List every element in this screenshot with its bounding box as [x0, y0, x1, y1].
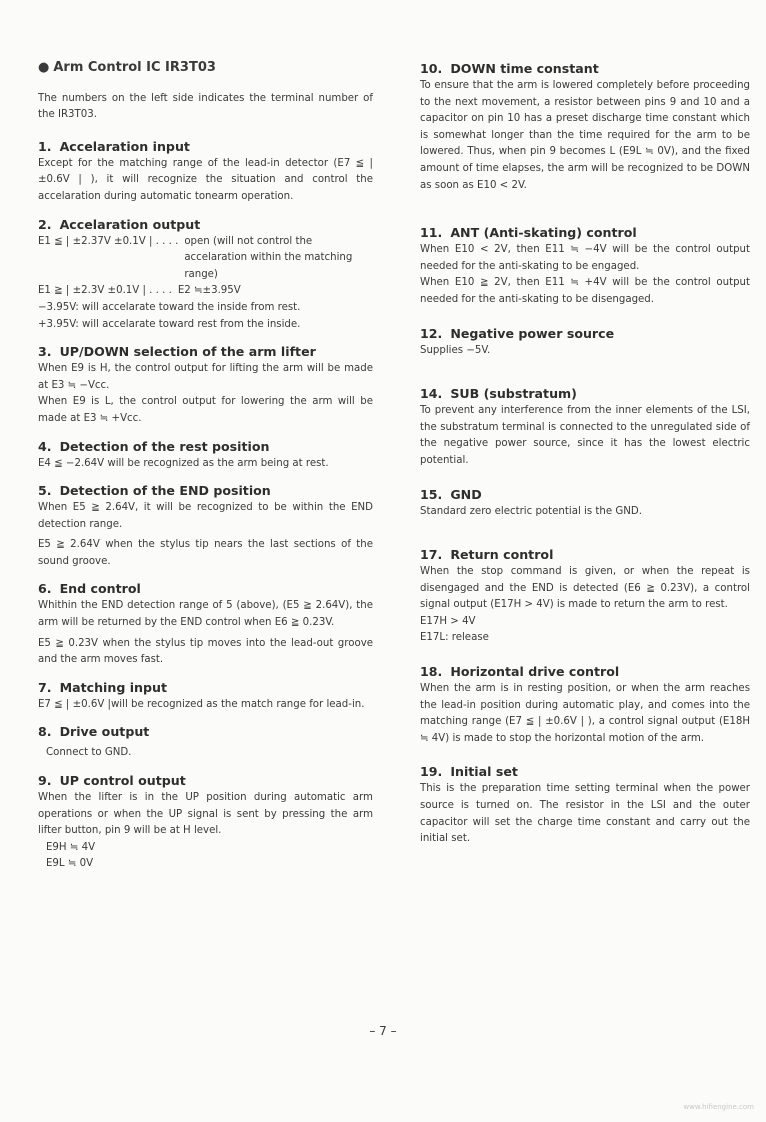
section-title: Detection of the END position [59, 483, 271, 499]
section-19: 19. Initial set This is the preparation time setting terminal when the power source is turned on. The resistor in the LSI and the outer capacitor will set the charge time constant and carry out the initial set. [420, 764, 750, 845]
section-title: DOWN time constant [450, 61, 599, 76]
right-column [420, 60, 750, 858]
section-title: Accelaration input [59, 138, 190, 154]
section-title: Horizontal drive control [450, 664, 620, 680]
section-6: 6. End control Whithin the END detection range of 5 (above), (E5 ≧ 2.64V), the arm will be returned by the END control when E6 ≧ 0.23V. E5 ≧ 0.23V when the stylus tip moves into the lead-out groove and the arm moves fast. [38, 581, 373, 666]
section-title: Initial set [450, 764, 518, 780]
section-17: 17. Return control When the stop command is given, or when the repeat is disengaged and the END is detected (E6 ≧ 0.23V), a control signal output (E17H > 4V) is made to return the arm to rest. E17H > 4V E17L: release [420, 547, 750, 644]
section-5: 5. Detection of the END position When E5 ≧ 2.64V, it will be recognized to be within the END detection range. E5 ≧ 2.64V when the stylus tip nears the last sections of the sound groove. [38, 483, 373, 567]
section-7: 7. Matching input E7 ≦ | ±0.6V |will be recognized as the match range for lead-in. [38, 679, 365, 710]
section-15: 15. GND Standard zero electric potential is the GND. [420, 486, 642, 517]
section-title: Accelaration output [59, 216, 201, 232]
section-title: GND [450, 486, 482, 502]
section-title: Matching input [59, 679, 168, 695]
section-title: UP control output [59, 773, 186, 789]
section-title: SUB (substratum) [450, 386, 577, 402]
section-title: UP/DOWN selection of the arm lifter [59, 344, 316, 360]
section-8: 8. Drive output Connect to GND. [38, 724, 150, 759]
section-title: Detection of the rest position [59, 438, 270, 454]
output-row-1: E1 ≦ | ±2.37V ±0.1V | . . . . open (will not control the accelaration within the matching range) [38, 235, 353, 280]
section-2: 2. Accelaration output E1 ≦ | ±2.37V ±0.1V | . . . . open (will not control the accelaration within the matching range) E1 ≧ | ±2.3V ±0.1V | . . . . E2 ≒±3.95V −3.95V: will accelarate toward the inside from rest. +3.95V: will accelarate toward rest from the inside. [38, 216, 373, 334]
section-3: 3. UP/DOWN selection of the arm lifter When E9 is H, the control output for lifting the arm will be made at E3 ≒ −Vcc. When E9 is L, the control output for lowering the arm will be made at E3 ≒ +Vcc. [38, 344, 373, 424]
section-1: 1. Accelaration input Except for the matching range of the lead-in detector (E7 ≦ | ±0.6V | ), it will recognize the situation and control the accelaration during automatic tonearm operation. [38, 138, 373, 206]
watermark: www.hifiengine.com [683, 1103, 754, 1111]
page-number: – 7 – [369, 1024, 397, 1038]
section-title: Return control [450, 547, 554, 563]
section-title: ANT (Anti-skating) control [450, 225, 637, 241]
section-10: 10. DOWN time constant To ensure that the arm is lowered completely before proceeding to the next movement, a resistor between pins 9 and 10 and a capacitor on pin 10 has a preset discharge time constant which is somewhat longer than the time required for the arm to be lowered. Thus, when pin 9 becomes L (E9L ≒ 0V), and the fixed amount of time elapses, the arm will be recognized to be DOWN as soon as E10 < 2V. [420, 61, 750, 191]
section-9: 9. UP control output When the lifter is in the UP position during automatic arm operations or when the UP signal is sent by pressing the arm lifter button, pin 9 will be at H level. E9H ≒ 4V E9L ≒ 0V [38, 773, 373, 870]
bullet-icon: ● [38, 60, 50, 75]
section-body: Except for the matching range of the lead-in detector (E7 ≦ | ±0.6V | ), it will recognize the situation and control the accelaration during automatic tonearm operation. [38, 157, 373, 202]
section-12: 12. Negative power source Supplies −5V. [420, 325, 615, 356]
section-title: Negative power source [450, 325, 615, 341]
output-row-2: E1 ≧ | ±2.3V ±0.1V | . . . . E2 ≒±3.95V [38, 285, 241, 297]
section-11: 11. ANT (Anti-skating) control When E10 < 2V, then E11 ≒ −4V will be the control output needed for the anti-skating to be engaged. When E10 ≧ 2V, then E11 ≒ +4V will be the control output needed for the anti-skating to be disengaged. [420, 225, 750, 305]
section-title: Drive output [59, 724, 150, 740]
section-14: 14. SUB (substratum) To prevent any interference from the inner elements of the LSI, the substratum terminal is connected to the unregulated side of the negative power source, since it has the lowest electric potential. [420, 386, 750, 466]
section-4: 4. Detection of the rest position E4 ≦ −2.64V will be recognized as the arm being at rest. [38, 438, 329, 469]
document-title: ● Arm Control IC IR3T03 [38, 60, 216, 75]
left-column [38, 60, 373, 883]
section-title: End control [59, 581, 141, 597]
section-18: 18. Horizontal drive control When the arm is in resting position, or when the arm reaches the lead-in position during automatic play, and comes into the matching range (E7 ≦ | ±0.6V | ), a control signal output (E18H ≒ 4V) is made to stop the horizontal motion of the arm. [420, 664, 750, 744]
intro-paragraph: The numbers on the left side indicates the terminal number of the IR3T03. [38, 92, 373, 121]
